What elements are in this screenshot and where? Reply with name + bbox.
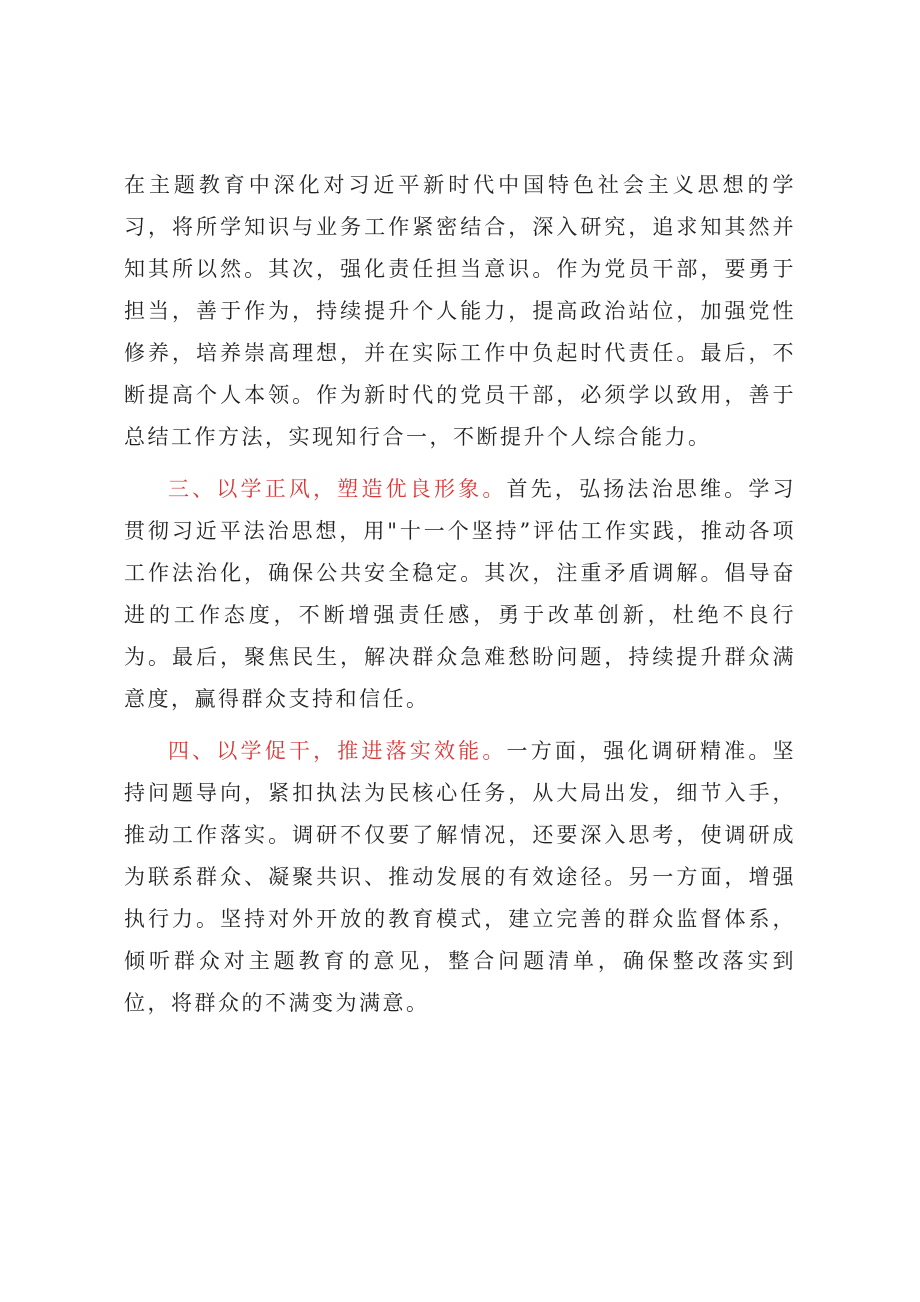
paragraph-section-four bbox=[124, 730, 796, 1024]
section-heading: 四、以学促干，推进落实效能。 bbox=[168, 739, 507, 763]
section-heading: 三、以学正风，塑造优良形象。 bbox=[168, 477, 507, 501]
paragraph-continuation bbox=[124, 164, 796, 458]
paragraph-text: 一方面，强化调研精准。坚持问题导向，紧扣执法为民核心任务，从大局出发，细节入手，推动工作落实。调研不仅要了解情况，还要深入思考，使调研成为联系群众、凝聚共识、推动发展的有效途径。另一方面，增强执行力。坚持对外开放的教育模式，建立完善的群众监督体系，倾听群众对主题教育的意见，整合问题清单，确保整改落实到位，将群众的不满变为满意。 bbox=[124, 739, 797, 1015]
document-body bbox=[124, 164, 796, 1024]
paragraph-text: 首先，弘扬法治思维。学习贯彻习近平法治思想，用"十一个坚持”评估工作实践，推动各项工作法治化，确保公共安全稳定。其次，注重矛盾调解。倡导奋进的工作态度，不断增强责任感，勇于改革创新，杜绝不良行为。最后，聚焦民生，解决群众急难愁盼问题，持续提升群众满意度，赢得群众支持和信任。 bbox=[124, 477, 797, 711]
paragraph-text: 在主题教育中深化对习近平新时代中国特色社会主义思想的学习，将所学知识与业务工作紧密结合，深入研究，追求知其然并知其所以然。其次，强化责任担当意识。作为党员干部，要勇于担当，善于作为，持续提升个人能力，提高政治站位，加强党性修养，培养崇高理想，并在实际工作中负起时代责任。最后，不断提高个人本领。作为新时代的党员干部，必须学以致用，善于总结工作方法，实现知行合一，不断提升个人综合能力。 bbox=[124, 173, 796, 449]
paragraph-section-three bbox=[124, 468, 796, 720]
